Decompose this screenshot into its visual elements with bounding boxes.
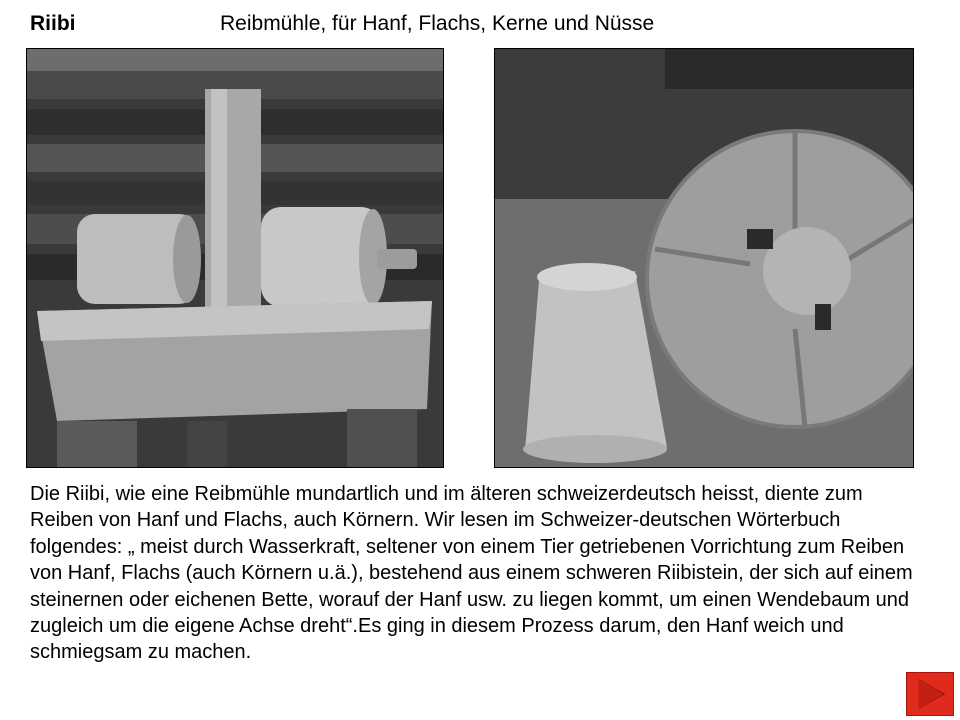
photo-millstones <box>494 48 914 468</box>
play-right-icon <box>907 673 953 715</box>
slide-title-long: Reibmühle, für Hanf, Flachs, Kerne und Nüsse <box>220 12 655 35</box>
photo-riibi-mill <box>26 48 444 468</box>
next-slide-button[interactable] <box>906 672 954 716</box>
body-paragraph: Die Riibi, wie eine Reibmühle mundartlich und im älteren schweizerdeutsch heisst, diente zum Reiben von Hanf und Flachs, auch Körnern. Wir lesen im Schweizer-deutschen Wörterbuch folgendes: „ meist durch Wasserkraft, seltener von einem Tier getriebenen Vorrichtung zum Reiben von Hanf, Flachs (auch Körnern u.ä.), bestehend aus einem schweren Riibistein, der sich auf einem steinernen oder eichenen Bette, worauf der Hanf usw. zu liegen kommt, um einen Wendebaum und zugleich um die eigene Achse dreht“.Es ging in diesem Prozess darum, den Hanf weich und schmiegsam zu machen. <box>30 483 913 664</box>
slide-title-short: Riibi <box>30 12 76 35</box>
